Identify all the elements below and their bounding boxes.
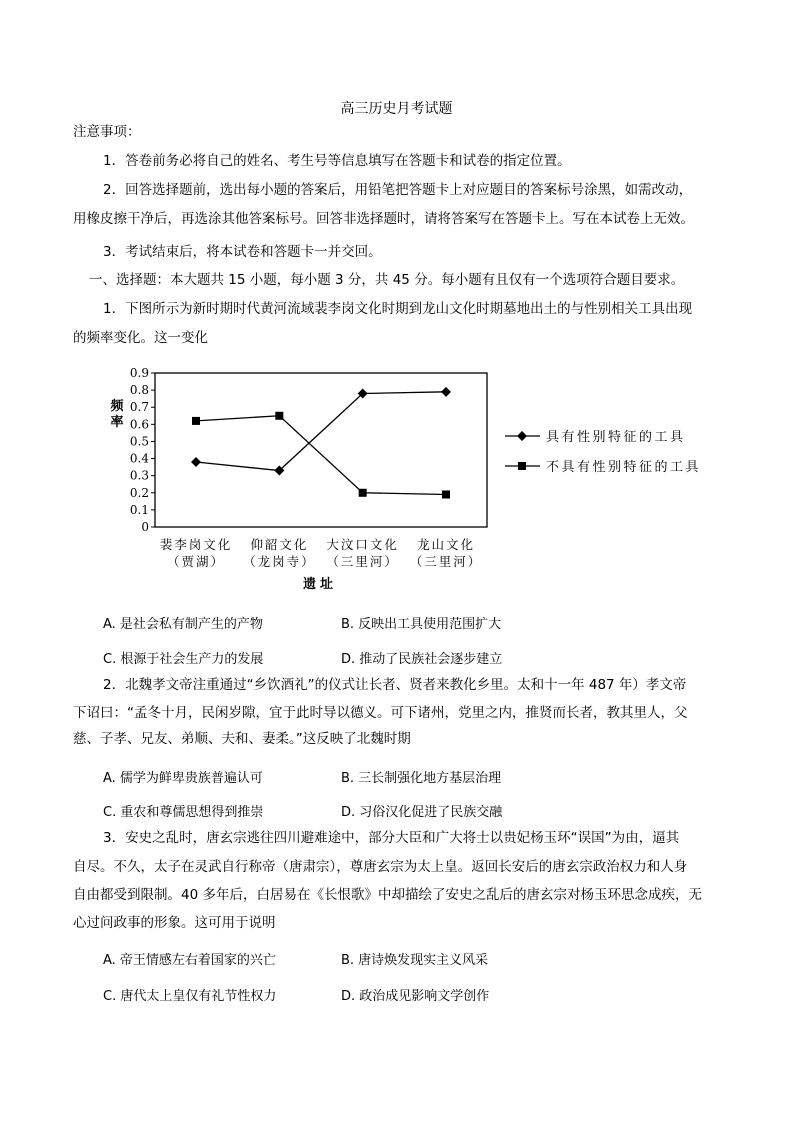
notice-item-1: 1．答卷前务必将自己的姓名、考生号等信息填写在答题卡和试卷的指定位置。	[103, 153, 571, 169]
y-tick-label: 0	[141, 520, 149, 534]
q2-stem-line-1: 2．北魏孝文帝注重通过“乡饮酒礼”的仪式让长者、贤者来教化乡里。太和十一年 487 年）孝文帝	[103, 677, 687, 693]
q3-option-a[interactable]: A. 帝王情感左右着国家的兴亡	[103, 953, 276, 968]
y-tick-label: 0.8	[129, 383, 149, 398]
frequency-line-chart	[100, 358, 720, 598]
data-point-square	[275, 412, 283, 420]
q2-option-c[interactable]: C. 重农和尊儒思想得到推崇	[103, 805, 264, 820]
q1-option-c[interactable]: C. 根源于社会生产力的发展	[103, 652, 264, 667]
x-tick-label: 仰韶文化	[250, 537, 309, 552]
q2-option-d[interactable]: D. 习俗汉化促进了民族交融	[341, 805, 503, 820]
y-tick-label: 0.3	[129, 468, 149, 483]
notice-item-2: 2．回答选择题前，选出每小题的答案后，用铅笔把答题卡上对应题目的答案标号涂黑，如需改动，	[103, 182, 693, 198]
data-point-square	[442, 490, 450, 498]
legend-label: 具有性别特征的工具	[546, 430, 686, 445]
q3-stem-line-3: 自由都受到限制。40 多年后，白居易在《长恨歌》中却描绘了安史之乱后的唐玄宗对杨玉环思念成疾，无	[73, 887, 702, 903]
q1-stem-line-2: 的频率变化。这一变化	[73, 330, 208, 346]
plot-frame	[155, 373, 487, 527]
y-tick-label: 0.5	[129, 434, 149, 449]
q1-option-d[interactable]: D. 推动了民族社会逐步建立	[341, 652, 503, 667]
x-tick-label: 裴李岗文化	[159, 537, 233, 552]
y-tick-label: 0.6	[129, 417, 149, 432]
q1-option-b[interactable]: B. 反映出工具使用范围扩大	[341, 617, 502, 632]
notice-item-2-cont: 用橡皮擦干净后，再选涂其他答案标号。回答非选择题时，请将答案写在答题卡上。写在本试卷上无效。	[73, 211, 694, 227]
notice-heading: 注意事项：	[73, 124, 141, 140]
q3-option-b[interactable]: B. 唐诗焕发现实主义风采	[341, 953, 489, 968]
y-axis-label-char: 率	[110, 415, 124, 430]
legend-marker-square	[518, 462, 526, 470]
x-tick-sublabel: （三里河）	[326, 554, 399, 569]
q3-stem-line-4: 心过问政事的形象。这可用于说明	[73, 915, 276, 931]
x-tick-sublabel: （龙岗寺）	[243, 554, 316, 569]
series-line-2	[196, 416, 446, 495]
q3-stem-line-1: 3．安史之乱时，唐玄宗逃往四川避难途中，部分大臣和广大将士以贵妃杨玉环“误国”为由，逼其	[103, 830, 680, 846]
q1-option-a[interactable]: A. 是社会私有制产生的产物	[103, 617, 263, 632]
series-line-1	[196, 392, 446, 471]
x-tick-sublabel: （贾湖）	[166, 554, 226, 569]
x-tick-label: 龙山文化	[416, 537, 476, 552]
legend-label: 不具有性别特征的工具	[546, 460, 702, 475]
q2-stem-line-3: 慈、子孝、兄友、弟顺、夫和、妻柔。”这反映了北魏时期	[73, 731, 411, 747]
x-axis-label: 遗址	[302, 577, 338, 592]
y-axis-label-char: 频	[110, 399, 124, 414]
legend-marker-diamond	[517, 431, 527, 441]
q2-option-b[interactable]: B. 三长制强化地方基层治理	[341, 771, 502, 786]
q2-option-a[interactable]: A. 儒学为鲜卑贵族普遍认可	[103, 771, 263, 786]
page-title: 高三历史月考试题	[340, 101, 453, 117]
data-point-diamond	[191, 457, 201, 467]
data-point-diamond	[441, 387, 451, 397]
q2-stem-line-2: 下诏曰：“孟冬十月，民闲岁隙，宜于此时导以德义。可下诸州，党里之内，推贤而长者，教其里人，父	[73, 705, 688, 721]
q3-option-c[interactable]: C. 唐代太上皇仅有礼节性权力	[103, 989, 277, 1004]
q1-stem-line-1: 1．下图所示为新时期时代黄河流域裴李岗文化时期到龙山文化时期墓地出土的与性别相关工具出现	[103, 301, 693, 317]
x-tick-label: 大汶口文化	[326, 537, 399, 552]
data-point-square	[192, 417, 200, 425]
q3-option-d[interactable]: D. 政治成见影响文学创作	[341, 989, 490, 1004]
y-tick-label: 0.2	[129, 485, 149, 500]
y-tick-label: 0.7	[129, 400, 149, 415]
section-heading: 一、选择题：本大题共 15 小题，每小题 3 分，共 45 分。每小题有且仅有一个选项符合题目要求。	[89, 272, 685, 288]
x-tick-sublabel: （三里河）	[409, 554, 483, 569]
q3-stem-line-2: 自尽。不久，太子在灵武自行称帝（唐肃宗），尊唐玄宗为太上皇。返回长安后的唐玄宗政治权力和人身	[73, 859, 688, 875]
y-tick-label: 0.4	[129, 451, 149, 466]
y-tick-label: 0.1	[129, 502, 149, 517]
data-point-square	[359, 489, 367, 497]
y-tick-label: 0.9	[129, 366, 149, 380]
notice-item-3: 3．考试结束后，将本试卷和答题卡一并交回。	[103, 244, 382, 260]
